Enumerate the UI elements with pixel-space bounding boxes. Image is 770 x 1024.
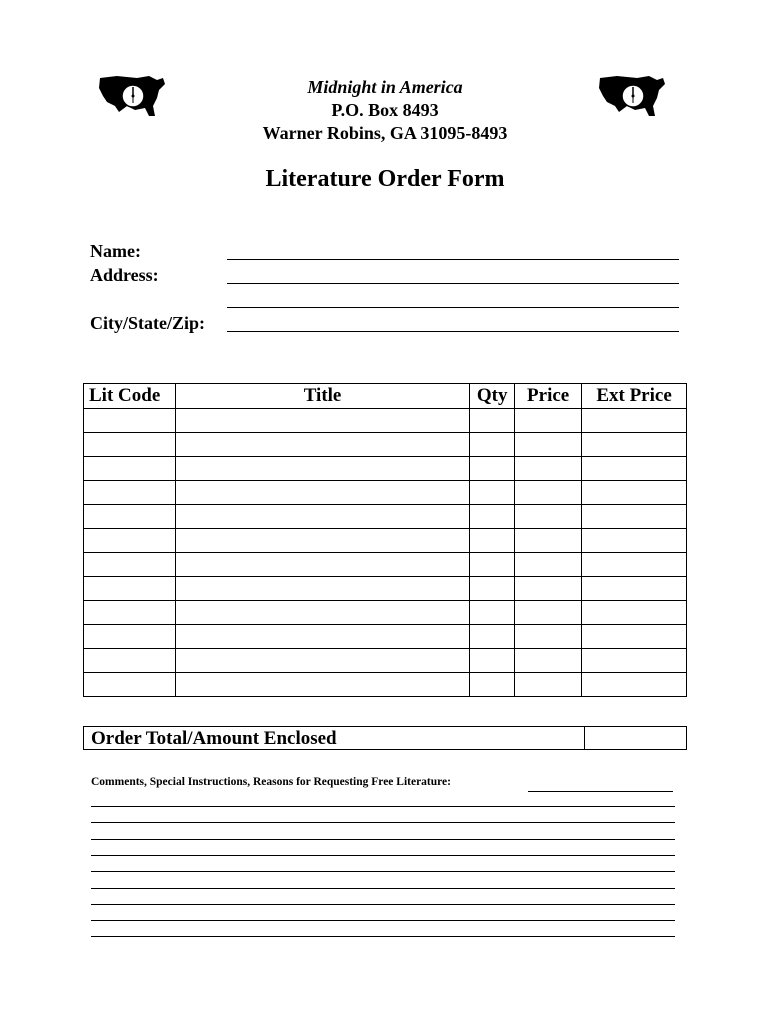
cell-title[interactable] (175, 457, 469, 481)
cell-lit-code[interactable] (84, 601, 176, 625)
cell-lit-code[interactable] (84, 433, 176, 457)
form-title: Literature Order Form (265, 166, 505, 192)
letterhead (0, 76, 770, 145)
comment-line[interactable] (91, 888, 675, 889)
cell-lit-code[interactable] (84, 553, 176, 577)
cell-price[interactable] (515, 601, 582, 625)
order-total-row (83, 726, 687, 750)
organization-name: Midnight in America (307, 77, 463, 97)
cell-lit-code[interactable] (84, 529, 176, 553)
cell-lit-code[interactable] (84, 625, 176, 649)
cell-price[interactable] (515, 577, 582, 601)
cell-ext-price[interactable] (582, 409, 687, 433)
address-field-line-2[interactable] (227, 307, 679, 308)
cell-title[interactable] (175, 601, 469, 625)
comment-line[interactable] (91, 822, 675, 823)
cell-title[interactable] (175, 505, 469, 529)
cell-price[interactable] (515, 505, 582, 529)
cell-ext-price[interactable] (582, 529, 687, 553)
cell-lit-code[interactable] (84, 481, 176, 505)
cell-title[interactable] (175, 553, 469, 577)
name-field[interactable] (227, 259, 679, 260)
cell-qty[interactable] (470, 457, 515, 481)
city-address: Warner Robins, GA 31095-8493 (262, 123, 508, 143)
table-row (84, 409, 687, 433)
comment-line[interactable] (91, 871, 675, 872)
table-header-row (84, 384, 687, 409)
cell-price[interactable] (515, 625, 582, 649)
cell-ext-price[interactable] (582, 553, 687, 577)
order-items-table (83, 383, 687, 697)
table-row (84, 481, 687, 505)
cell-price[interactable] (515, 529, 582, 553)
comment-line[interactable] (91, 904, 675, 905)
cell-qty[interactable] (470, 625, 515, 649)
cell-title[interactable] (175, 433, 469, 457)
order-total-label: Order Total/Amount Enclosed (84, 727, 585, 749)
cell-lit-code[interactable] (84, 649, 176, 673)
column-header-qty: Qty (470, 384, 515, 409)
cell-ext-price[interactable] (582, 481, 687, 505)
address-field[interactable] (227, 283, 679, 284)
cell-qty[interactable] (470, 409, 515, 433)
cell-lit-code[interactable] (84, 457, 176, 481)
cell-lit-code[interactable] (84, 673, 176, 697)
cell-qty[interactable] (470, 577, 515, 601)
cell-ext-price[interactable] (582, 601, 687, 625)
cell-lit-code[interactable] (84, 409, 176, 433)
cell-qty[interactable] (470, 481, 515, 505)
cell-qty[interactable] (470, 601, 515, 625)
cell-title[interactable] (175, 625, 469, 649)
cell-price[interactable] (515, 481, 582, 505)
table-row (84, 601, 687, 625)
column-header-price: Price (515, 384, 582, 409)
cell-qty[interactable] (470, 529, 515, 553)
comment-line[interactable] (91, 806, 675, 807)
city-state-zip-field[interactable] (227, 331, 679, 332)
comment-line[interactable] (91, 936, 675, 937)
cell-price[interactable] (515, 457, 582, 481)
cell-price[interactable] (515, 673, 582, 697)
cell-title[interactable] (175, 673, 469, 697)
cell-ext-price[interactable] (582, 673, 687, 697)
cell-title[interactable] (175, 529, 469, 553)
column-header-lit-code: Lit Code (84, 384, 176, 409)
column-header-ext-price: Ext Price (582, 384, 687, 409)
cell-qty[interactable] (470, 553, 515, 577)
table-row (84, 625, 687, 649)
cell-qty[interactable] (470, 673, 515, 697)
cell-title[interactable] (175, 577, 469, 601)
comment-line[interactable] (91, 920, 675, 921)
cell-ext-price[interactable] (582, 457, 687, 481)
cell-price[interactable] (515, 649, 582, 673)
cell-ext-price[interactable] (582, 577, 687, 601)
cell-price[interactable] (515, 409, 582, 433)
comment-line[interactable] (91, 855, 675, 856)
cell-price[interactable] (515, 433, 582, 457)
address-label: Address: (90, 265, 159, 285)
table-row (84, 673, 687, 697)
comments-field[interactable] (528, 791, 673, 792)
table-row (84, 577, 687, 601)
cell-ext-price[interactable] (582, 433, 687, 457)
name-label: Name: (90, 241, 141, 261)
cell-lit-code[interactable] (84, 505, 176, 529)
cell-qty[interactable] (470, 433, 515, 457)
table-row (84, 649, 687, 673)
city-state-zip-label: City/State/Zip: (90, 313, 205, 333)
table-row (84, 433, 687, 457)
column-header-title: Title (175, 384, 469, 409)
order-total-field[interactable] (585, 727, 686, 749)
cell-price[interactable] (515, 553, 582, 577)
comment-line[interactable] (91, 839, 675, 840)
cell-qty[interactable] (470, 649, 515, 673)
cell-ext-price[interactable] (582, 649, 687, 673)
cell-ext-price[interactable] (582, 625, 687, 649)
po-box: P.O. Box 8493 (331, 100, 439, 120)
table-row (84, 529, 687, 553)
cell-lit-code[interactable] (84, 577, 176, 601)
cell-ext-price[interactable] (582, 505, 687, 529)
table-row (84, 457, 687, 481)
table-body (84, 409, 687, 697)
table-row (84, 553, 687, 577)
cell-title[interactable] (175, 481, 469, 505)
comments-label: Comments, Special Instructions, Reasons for Requesting Free Literature: (91, 776, 451, 788)
cell-qty[interactable] (470, 505, 515, 529)
cell-title[interactable] (175, 409, 469, 433)
cell-title[interactable] (175, 649, 469, 673)
table-row (84, 505, 687, 529)
